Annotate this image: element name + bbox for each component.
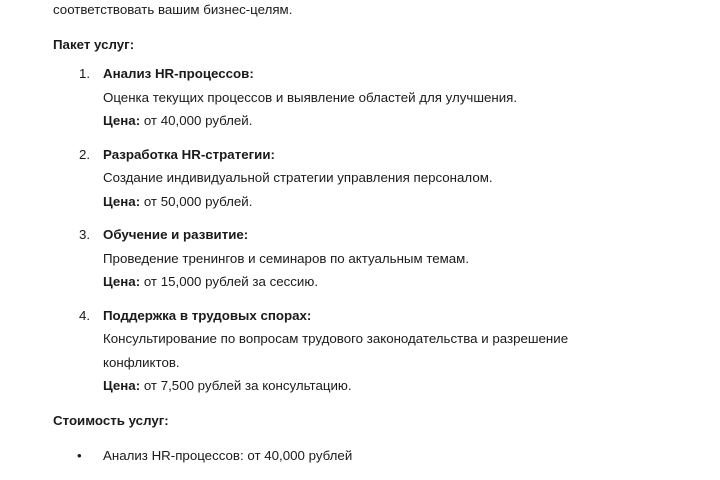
service-description: Создание индивидуальной стратегии управления персоналом.	[103, 170, 493, 185]
service-title: Анализ HR-процессов:	[103, 66, 254, 81]
price-label: Цена:	[103, 113, 141, 128]
item-number: 3.	[79, 227, 91, 242]
price-value: от 15,000 рублей за сессию.	[140, 274, 319, 289]
item-number: 4.	[79, 307, 91, 323]
price-value: от 40,000 рублей.	[140, 113, 253, 128]
price-value: от 50,000 рублей.	[140, 193, 253, 209]
service-title: Поддержка в трудовых спорах:	[103, 307, 312, 323]
service-description: Консультирование по вопросам трудового законодательства и разрешение конфликтов.	[103, 331, 569, 370]
cost-item-text: Анализ HR-процессов: от 40,000 рублей	[103, 448, 353, 463]
cost-list	[53, 444, 720, 468]
service-item	[53, 304, 720, 398]
service-item	[53, 223, 720, 294]
cost-heading: Стоимость услуг:	[53, 412, 169, 428]
service-price	[103, 374, 720, 398]
service-price	[103, 109, 720, 133]
price-value: от 7,500 рублей за консультацию.	[140, 378, 352, 393]
price-label: Цена:	[103, 378, 141, 393]
item-number: 1.	[79, 66, 91, 81]
service-description: Оценка текущих процессов и выявление областей для улучшения.	[103, 89, 518, 105]
service-item	[53, 143, 720, 214]
price-label: Цена:	[103, 193, 141, 209]
package-heading: Пакет услуг:	[53, 36, 135, 52]
bullet-icon: •	[77, 448, 82, 463]
service-title: Обучение и развитие:	[103, 227, 249, 242]
document-body	[53, 0, 720, 468]
service-item	[53, 62, 720, 133]
service-description: Проведение тренингов и семинаров по актуальным темам.	[103, 250, 470, 266]
intro-paragraph: соответствовать вашим бизнес-целям.	[53, 2, 293, 17]
cost-item	[53, 444, 720, 468]
service-price	[103, 270, 720, 294]
services-list	[53, 62, 720, 398]
price-label: Цена:	[103, 274, 141, 289]
item-number: 2.	[79, 146, 91, 162]
service-price	[103, 190, 720, 214]
service-title: Разработка HR-стратегии:	[103, 146, 275, 162]
